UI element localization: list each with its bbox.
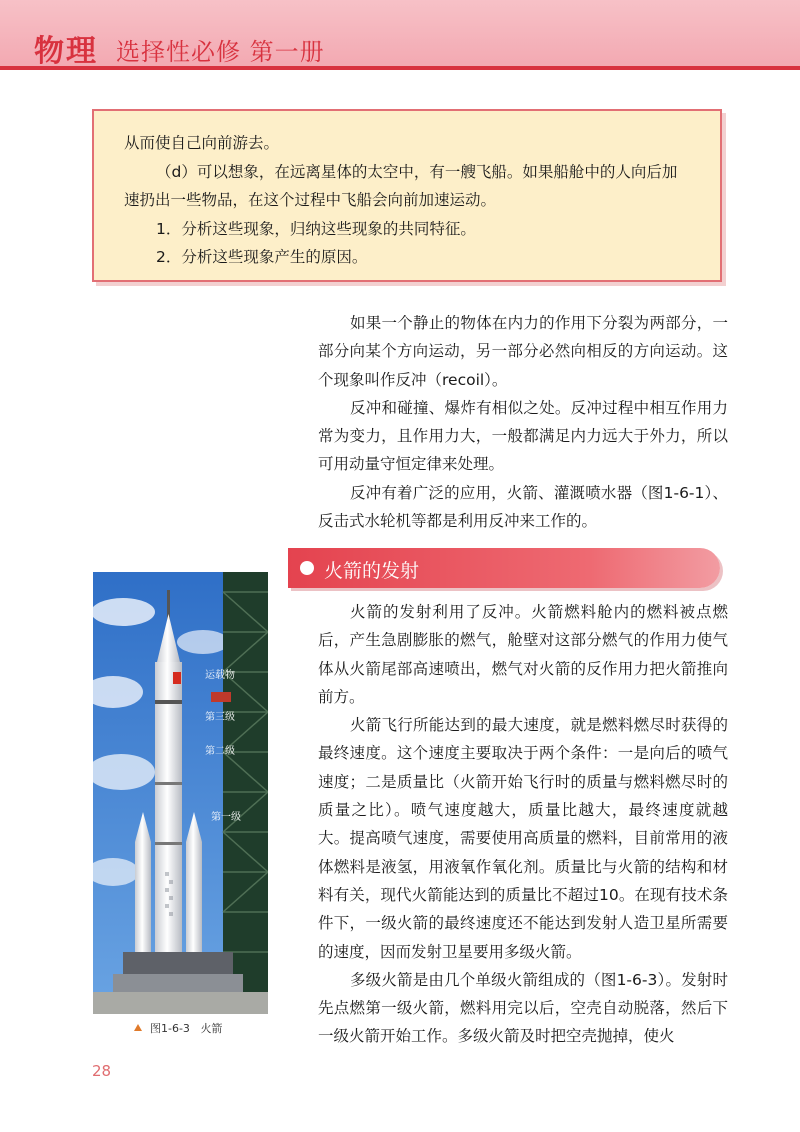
- subject-title: 物理: [34, 34, 98, 69]
- note-line: 1．分析这些现象，归纳这些现象的共同特征。: [156, 219, 476, 238]
- section-text: [318, 598, 728, 1051]
- page-header: [0, 0, 800, 70]
- figure-caption: [134, 1020, 222, 1036]
- label-stage3: 第三级: [205, 712, 235, 723]
- book-title: 选择性必修 第一册: [116, 38, 325, 66]
- paragraph: 多级火箭是由几个单级火箭组成的（图1-6-3）。发射时先点燃第一级火箭，燃料用完以后，空壳自动脱落，然后下一级火箭开始工作。多级火箭及时把空壳抛掉，使火: [318, 970, 728, 1046]
- paragraph: 反冲有着广泛的应用，火箭、灌溉喷水器（图1-6-1）、反击式水轮机等都是利用反冲来工作的。: [318, 483, 728, 531]
- label-payload: 运载物: [205, 670, 235, 681]
- label-stage2: 第二级: [205, 746, 235, 757]
- bullet-icon: [300, 561, 314, 575]
- paragraph: 火箭的发射利用了反冲。火箭燃料舱内的燃料被点燃后，产生急剧膨胀的燃气，舱壁对这部分燃气的作用力使气体从火箭尾部高速喷出，燃气对火箭的反作用力把火箭推向前方。: [318, 603, 728, 706]
- section-heading: [288, 548, 720, 588]
- paragraph: 反冲和碰撞、爆炸有相似之处。反冲过程中相互作用力常为变力，且作用力大，一般都满足内力远大于外力，所以可用动量守恒定律来处理。: [318, 398, 728, 474]
- note-line: （d）可以想象，在远离星体的太空中，有一艘飞船。如果船舱中的人向后加: [156, 162, 678, 181]
- section-title: 火箭的发射: [324, 560, 420, 582]
- rocket-photo: [93, 572, 268, 1014]
- intro-text: [318, 309, 728, 535]
- caption-text: 火箭: [200, 1022, 223, 1035]
- note-line: 从而使自己向前游去。: [124, 134, 280, 152]
- paragraph: 火箭飞行所能达到的最大速度，就是燃料燃尽时获得的最终速度。这个速度主要取决于两个条件：一是向后的喷气速度；二是质量比（火箭开始飞行时的质量与燃料燃尽时的质量之比）。喷气速度越大，质量比越大，最终速度就越大。提高喷气速度，需要使用高质量的燃料，目前常用的液体燃料是液氢，用液氧作氧化剂。质量比与火箭的结构和材料有关，现代火箭能达到的质量比不超过10。在现有技术条件下，一级火箭的最终速度还不能达到发射人造卫星所需要的速度，因而发射卫星要用多级火箭。: [318, 716, 728, 961]
- label-stage1: 第一级: [211, 812, 241, 823]
- activity-note-box: [92, 109, 722, 282]
- triangle-icon: [134, 1024, 142, 1031]
- note-line: 速扔出一些物品，在这个过程中飞船会向前加速运动。: [124, 191, 497, 209]
- caption-number: 图1-6-3: [150, 1022, 190, 1035]
- note-line: 2．分析这些现象产生的原因。: [156, 248, 368, 266]
- page-number: 28: [92, 1062, 112, 1080]
- paragraph: 如果一个静止的物体在内力的作用下分裂为两部分，一部分向某个方向运动，另一部分必然向相反的方向运动。这个现象叫作反冲（recoil）。: [318, 314, 728, 389]
